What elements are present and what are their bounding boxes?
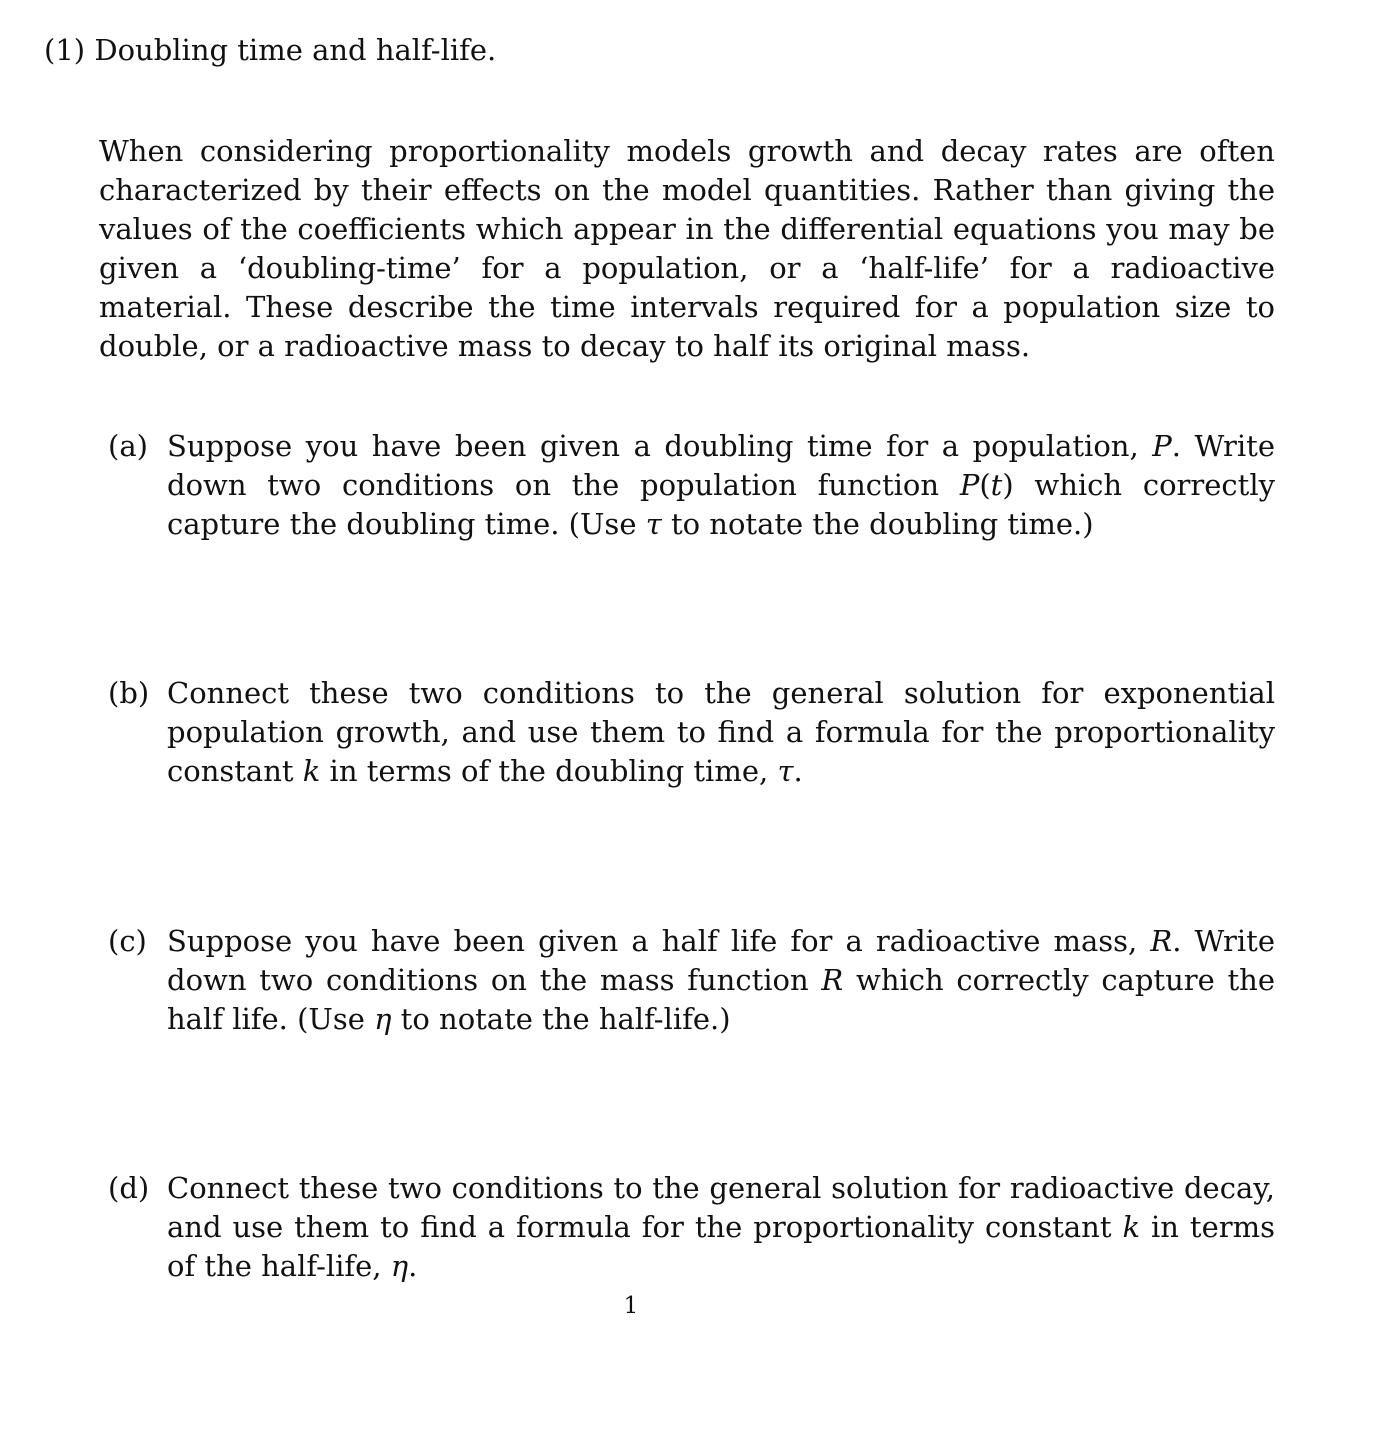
part-a-math-4: τ bbox=[645, 507, 662, 541]
part-c-math-3: η bbox=[374, 1002, 392, 1036]
part-a-text-5: to notate the doubling time.) bbox=[661, 507, 1094, 541]
part-c-label: (c) bbox=[108, 924, 147, 958]
part-a-math-1: P bbox=[1152, 429, 1172, 463]
part-b bbox=[108, 674, 1275, 791]
part-a-math-2: P bbox=[959, 468, 980, 502]
part-c-math-2: R bbox=[821, 963, 844, 997]
part-a-text-2: . Write down two conditions on the population function bbox=[167, 429, 1275, 502]
part-a-label: (a) bbox=[108, 429, 148, 463]
part-c-text-2: . Write down two conditions on the mass function bbox=[167, 924, 1275, 997]
intro-paragraph: When considering proportionality models growth and decay rates are often characterized by their effects on the model quantities. Rather than giving the values of the coefficients which appear in the differential equations you may be given a ‘doubling-time’ for a population, or a ‘half-life’ for a radioactive material. These describe the time intervals required for a population size to double, or a radioactive mass to decay to half its original mass. bbox=[99, 134, 1275, 363]
problem-heading bbox=[44, 30, 496, 70]
part-d-math-2: η bbox=[390, 1249, 409, 1283]
part-a-text-4: ) which correctly capture the doubling time. (Use bbox=[167, 468, 1275, 541]
part-a-math-3: t bbox=[990, 468, 1003, 502]
part-a-text bbox=[167, 427, 1275, 544]
part-b-math-1: k bbox=[302, 754, 321, 788]
part-b-text-1: Connect these two conditions to the general solution for exponential population growth, and use them to find a formula for the proportionality constant bbox=[167, 676, 1275, 788]
part-c-text-1: Suppose you have been given a half life for a radioactive mass, bbox=[167, 924, 1151, 958]
page-number: 1 bbox=[623, 1293, 639, 1319]
part-b-label: (b) bbox=[108, 676, 150, 710]
part-c bbox=[108, 922, 1275, 1039]
part-d-text-2: in terms of the half-life, bbox=[167, 1210, 1275, 1283]
part-b-text-3: . bbox=[793, 754, 803, 788]
part-c-math-1: R bbox=[1150, 924, 1173, 958]
part-b-text bbox=[167, 674, 1275, 791]
part-d-label: (d) bbox=[108, 1171, 150, 1205]
part-c-text bbox=[167, 922, 1275, 1039]
part-a-text-1: Suppose you have been given a doubling time for a population, bbox=[167, 429, 1153, 463]
part-b-math-2: τ bbox=[777, 754, 794, 788]
part-d-text-3: . bbox=[408, 1249, 418, 1283]
problem-title: Doubling time and half-life. bbox=[94, 33, 497, 67]
part-d bbox=[108, 1169, 1275, 1286]
part-b-text-2: in terms of the doubling time, bbox=[320, 754, 778, 788]
part-a bbox=[108, 427, 1275, 544]
part-a-text-3: ( bbox=[979, 468, 991, 502]
part-c-text-3: which correctly capture the half life. (Use bbox=[167, 963, 1276, 1036]
problem-number: (1) bbox=[44, 33, 86, 67]
part-c-text-4: to notate the half-life.) bbox=[391, 1002, 731, 1036]
part-d-text-1: Connect these two conditions to the general solution for radioactive decay, and use them to find a formula for the proportionality constant bbox=[167, 1171, 1275, 1244]
part-d-text bbox=[167, 1169, 1275, 1286]
part-d-math-1: k bbox=[1122, 1210, 1141, 1244]
